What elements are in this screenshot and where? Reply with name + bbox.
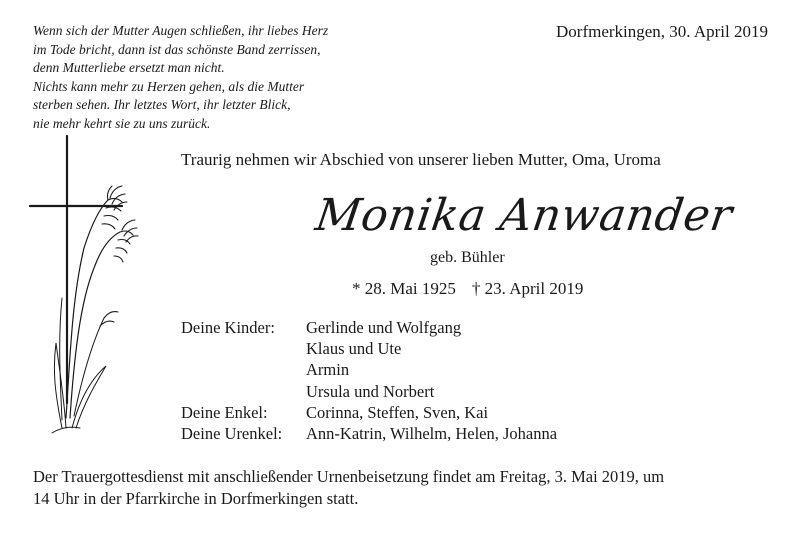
maiden-name: geb. Bühler [430, 249, 505, 266]
poem-line: nie mehr kehrt sie zu uns zurück. [33, 115, 211, 131]
great-grandchildren-names: Ann-Katrin, Wilhelm, Helen, Johanna [306, 424, 558, 444]
grandchildren-label: Deine Enkel: [181, 402, 268, 422]
poem-line: denn Mutterliebe ersetzt man nicht. [33, 60, 225, 76]
poem-line: im Tode bricht, dann ist das schönste Band zerrissen, [33, 41, 321, 57]
grandchildren-row [181, 402, 557, 423]
service-announcement [33, 466, 793, 509]
place-date: Dorfmerkingen, 30. April 2019 [556, 22, 768, 41]
grandchildren-names: Corinna, Steffen, Sven, Kai [306, 402, 489, 422]
family-list [181, 317, 557, 444]
cross-with-wheat-icon [22, 128, 172, 438]
service-line: 14 Uhr in der Pfarrkirche in Dorfmerkingen statt. [33, 488, 359, 508]
poem-line: Nichts kann mehr zu Herzen gehen, als die Mutter [33, 78, 305, 94]
child-entry: Klaus und Ute [306, 339, 402, 359]
intro-text: Traurig nehmen wir Abschied von unserer lieben Mutter, Oma, Uroma [181, 150, 661, 169]
life-dates [352, 279, 583, 299]
children-label: Deine Kinder: [181, 318, 275, 337]
service-line: Der Trauergottesdienst mit anschließender Urnenbeisetzung findet am Freitag, 3. Mai 2019, um [33, 467, 665, 486]
children-row [181, 317, 557, 402]
child-entry: Armin [306, 360, 350, 380]
poem-line: sterben sehen. Ihr letztes Wort, ihr letzter Blick, [33, 97, 291, 113]
children-names [306, 317, 461, 402]
child-entry: Gerlinde und Wolfgang [306, 318, 462, 337]
deceased-name: Monika Anwander [312, 190, 736, 241]
birth-date: * 28. Mai 1925 [352, 279, 456, 298]
death-date: † 23. April 2019 [471, 279, 584, 298]
great-grandchildren-label: Deine Urenkel: [181, 424, 283, 444]
poem-line: Wenn sich der Mutter Augen schließen, ihr liebes Herz [33, 23, 329, 38]
child-entry: Ursula und Norbert [306, 381, 435, 401]
poem [33, 22, 413, 134]
great-grandchildren-row [181, 423, 557, 444]
